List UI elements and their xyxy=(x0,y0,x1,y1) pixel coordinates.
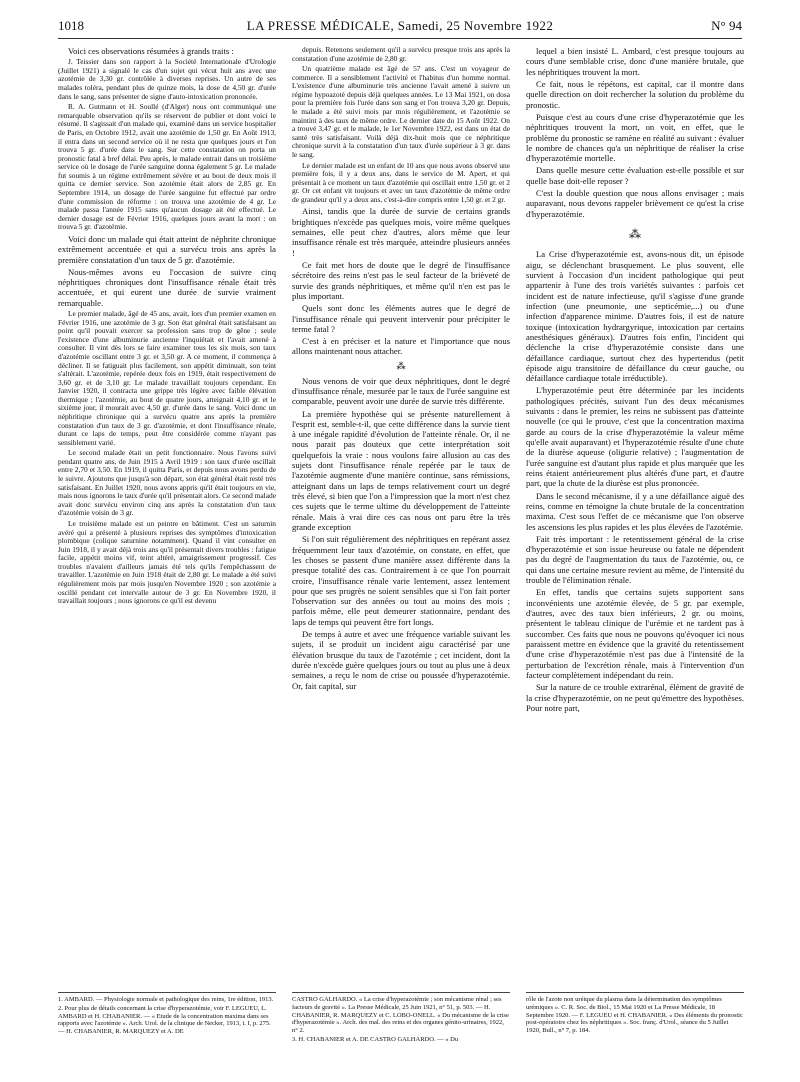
column-3 xyxy=(526,46,744,715)
paragraph: Le troisième malade est un peintre en bâtiment. C'est un saturnin avéré qui a présenté à plusieurs reprises des symptômes d'intoxication plombique (colique saturnine notamment). Quand il vint consulter en Juin 1918, il y avait déjà trois ans qu'il présentait divers troubles : fatigue facile, appétit moins vif, teint altéré, amaigrissement progressif. Ces troubles n'avaient d'ailleurs jamais été tels qu'ils l'empêchassent de travailler. L'azotémie en Juin 1918 était de 2,80 gr. Le malade a été suivi régulièrement mois par mois jusqu'en Novembre 1920 ; son azotémie a oscillé pendant cet intervalle autour de 3 gr. En Novembre 1920, il travaillait toujours ; nous ignorons ce qu'il est devenu xyxy=(58,518,276,606)
paragraph: Dans quelle mesure cette évaluation est-elle possible et sur quelle base doit-elle reposer ? xyxy=(526,165,744,186)
footnotes-column-3 xyxy=(526,992,744,1036)
paragraph: C'est la double question que nous allons envisager ; mais auparavant, nous devons rappeler brièvement ce qu'est la crise d'hyperazotémie. xyxy=(526,188,744,219)
paragraph: Dans le second mécanisme, il y a une défaillance aiguë des reins, comme en témoigne la chute brutale de la concentration maxima. C'est sous l'effet de ce mécanisme que l'on observe les ascensions les plus rapides et les plus élevées de l'azotémie. xyxy=(526,490,744,532)
paragraph: La première hypothèse qui se présente naturellement à l'esprit est, semble-t-il, que cette différence dans la survie tient à une inégale rapidité d'évolution de l'atteinte rénale. Or, il ne nous parait pas douteux que cette interprétation soit quelquefois la vraie : nous voulons faire allusion au cas des sujets dont l'insuffisance rénale repérée par le taux de l'azotémie augmente d'une manière continue, sans rémissions, atteignant dans un laps de temps relativement court un degré très élevé, si bien que l'on a l'impression que la mort n'est chez ces sujets que le terme ultime du développement de l'atteinte rénale. Mais à vrai dire ces cas nous ont paru être la très grande exception xyxy=(292,408,510,532)
paragraph: De temps à autre et avec une fréquence variable suivant les sujets, il se produit un incident aigu caractérisé par une élévation brusque du taux de l'azotémie ; cet incident, dont la durée n'excède guère quelques jours ou tout au plus une à deux semaines, a reçu le nom de crise ou poussée d'hyperazotémie. Or, fait capital, sur xyxy=(292,629,510,691)
paragraph: Le dernier malade est un enfant de 10 ans que nous avons observé une première fois, il y a deux ans, dans le service de M. Apert, et qui présentait à ce moment un taux d'azotémie qui oscillait entre 1,50 gr. et 2 gr. Or cet enfant vit toujours et avec un taux d'azotémie de même ordre de grandeur qu'il y a deux ans, c'est-à-dire compris entre 1,50 gr. et 2 gr. xyxy=(292,160,510,204)
paragraph: Si l'on suit régulièrement des néphritiques en repérant assez fréquemment leur taux d'azotémie, on constate, en effet, que les choses se passent d'une manière assez différente dans la presque totalité des cas. Contrairement à ce que l'on pourrait croire, l'insuffisance rénale varie lentement, assez lentement pour que ses progrès ne soient sensibles que si l'on fait porter l'observation sur des années ou tout au moins des mois ; parfois même, elle peut demeurer stationnaire, pendant des laps de temps qui peuvent être fort longs. xyxy=(292,534,510,627)
paragraph: J. Teissier dans son rapport à la Société Internationale d'Urologie (Juillet 1921) a signalé le cas d'un sujet qui vécut huit ans avec une azotémie de 3,30 gr. contrôlée à diverses reprises. Un autre de ses malades toléra, pendant plus de quinze mois, la dose de 4,50 gr. d'urée dans le sang, sans présenter de signe d'auto-intoxication prononcée. xyxy=(58,57,276,101)
paragraph: Nous venons de voir que deux néphritiques, dont le degré d'insuffisance rénale, mesurée par le taux de l'urée sanguine est comparable, peuvent avoir une durée de survie très différente. xyxy=(292,375,510,407)
paragraph: C'est à en préciser et la nature et l'importance que nous allons maintenant nous attacher. xyxy=(292,336,510,357)
section-ornament: ⁂ xyxy=(396,360,406,371)
paragraph: Fait très important : le retentissement général de la crise d'hyperazotémie et son issue heureuse ou fatale ne dépendent pas du degré de l'augmentation du taux de l'azotémie, ou, ce qui dans une certaine mesure revient au même, de l'intensité du trouble de l'élimination rénale. xyxy=(526,533,744,586)
paragraph: L'hyperazotémie peut être déterminée par les incidents pathologiques précités, suivant l'un des deux mécanismes suivants : dans le premier, les reins ne subissent pas d'atteinte nouvelle (ce qui le prouve, c'est que la concentration maxima garde au cours de la crise d'hyperazotémie la valeur même qu'elle avait auparavant) et l'hyperazotémie résulte d'une chute de la diurèse aqueuse (oligurie relative) ; l'augmentation de l'urée sanguine est d'autant plus rapide et plus marquée que les reins étaient antérieurement plus altérés d'une part, et d'autre part, que la chute de la diurèse est plus prononcée. xyxy=(526,385,744,489)
paragraph: Ce fait, nous le répétons, est capital, car il montre dans quelle direction on doit rechercher la solution du problème du pronostic. xyxy=(526,78,744,110)
footnote: 1. AMBARD. — Physiologie normale et pathologique des reins, 1re édition, 1913. xyxy=(58,996,274,1003)
paragraph: Ce fait met hors de doute que le degré de l'insuffisance sécrétoire des reins n'est pas le seul facteur de la brièveté de survie des grands néphritiques, et même qu'il n'en est pas le plus important. xyxy=(292,259,510,301)
footnotes-column-2 xyxy=(292,992,510,1045)
paragraph: Ainsi, tandis que la durée de survie de certains grands brightiques n'excède pas quelques mois, voire même quelques semaines, elle peut chez d'autres, alors même que leur insuffisance rénale est très marquée, atteindre plusieurs années ! xyxy=(292,206,510,258)
page-header xyxy=(58,18,742,39)
paragraph: Puisque c'est au cours d'une crise d'hyperazotémie que les néphritiques trouvent la mort, on voit, en effet, que le problème du pronostic se ramène en réalité au suivant : évaluer le nombre de chances qu'a un néphritique de réaliser la crise d'hyperazotémie mortelle. xyxy=(526,111,744,164)
journal-title: LA PRESSE MÉDICALE, Samedi, 25 Novembre 1922 xyxy=(246,18,554,33)
paragraph: Sur la nature de ce trouble extrarénal, élément de gravité de la crise d'hyperazotémie, on ne peut qu'émettre des hypothèses. Pour notre part, xyxy=(526,682,744,713)
footnote: rôle de l'azote non uréique du plasma dans la détermination des symptômes urémiques ». C. R. Soc. de Biol., 15 Mai 1920 et La Presse Médicale, 18 Septembre 1920. — F. LEGUEU et H. CHABANIER. « Des éléments du pronostic post-opératoire chez les néphritiques ». Soc. franç. d'Urol., séance du 5 Juillet 1920, Bull., n° 7, p. 184. xyxy=(526,996,743,1035)
section-ornament: ⁂ xyxy=(629,227,641,241)
column-1 xyxy=(58,46,276,608)
footnote: CASTRO GALHARDO. « La crise d'hyperazotémie ; son mécanisme rénal ; ses facteurs de gravité ». La Presse Médicale, 25 Juin 1921, n° 51, p. 503. — H. CHABANIER, R. MARQUEZY et C. LOBO-ONELL. « Du mécanisme de la crise d'hyperazotémie ». Arch. des mal. des reins et des organes génito-urinaires, 1922, n° 2. xyxy=(292,996,509,1035)
paragraph: lequel a bien insisté L. Ambard, c'est presque toujours au cours d'une semblable crise, donc d'une manière brutale, que les néphritiques trouvent la mort. xyxy=(526,46,744,77)
footnote: 3. H. CHABANIER et A. DE CASTRO GALHARDO. — « Du xyxy=(292,1035,459,1043)
paragraph: depuis. Retenons seulement qu'il a survécu presque trois ans après la constatation d'une azotémie de 2,80 gr. xyxy=(292,45,510,63)
paragraph: Nous-mêmes avons eu l'occasion de suivre cinq néphritiques chroniques dont l'insuffisance rénale était très accentuée, et qui eurent une durée de survie vraiment remarquable. xyxy=(58,266,276,308)
paragraph: Voici donc un malade qui était atteint de néphrite chronique extrêmement accentuée et qui a survécu trois ans après la première constatation d'un taux de 5 gr. d'azotémie. xyxy=(58,233,276,265)
column-2 xyxy=(292,46,510,693)
paragraph: En effet, tandis que certains sujets supportent sans inconvénients une azotémie élevée, de 5 gr. par exemple, d'autres, avec des taux bien inférieurs, 2 gr. ou moins, présentent le tableau clinique de l'urémie et ne tardent pas à succomber. Ces faits que nous ne pouvons qu'évoquer ici nous paraissent mettre en évidence que la gravité du retentissement d'une crise d'hyperazotémie n'est pas due à l'intensité de la perturbation de l'excrétion rénale, mais à l'intervention d'un facteur complètement indépendant du rein. xyxy=(526,587,744,680)
footnotes-column-1 xyxy=(58,992,276,1037)
paragraph: Voici ces observations résumées à grands traits : xyxy=(68,46,234,56)
paragraph: Un quatrième malade est âgé de 57 ans. C'est un voyageur de commerce. Il a sensiblement l'activité et l'habitus d'un homme normal. L'existence d'une albuminurie très ancienne l'avait amené à suivre un régime hypoazoté depuis déjà quelques années. Le 13 Mai 1921, on dosa pour la première fois l'urée dans son sang et l'on trouva 3,20 gr. Depuis, le malade a été suivi mois par mois régulièrement, et l'azotémie se maintint à des taux de même ordre. Le dernier date du 15 Août 1922. On a trouvé 3,47 gr. et le malade, le 1er Novembre 1922, est dans un état de santé très satisfaisant. Voilà déjà dix-huit mois que ce néphritique chronique survit à la constatation d'un taux d'urée supérieur à 3 gr. dans le sang. xyxy=(292,64,510,159)
issue-number: N° 94 xyxy=(711,18,742,33)
footnote: 2. Pour plus de détails concernant la crise d'hyperazotémie, voir F. LEGUEU, L. AMBARD et H. CHABANIER. — « Etude de la concentration maxima dans ses rapports avec l'azotémie ». Arch. Urol. de la clinique de Necker, 1913, t. I, p. 275. — H. CHABANIER, R. MARQUEZY et A. DE xyxy=(58,1004,271,1036)
paragraph: R. A. Gutmann et H. Soullé (d'Alger) nous ont communiqué une remarquable observation qu'ils se réservent de publier et dont voici le résumé. Il s'agissait d'un malade qui, examiné dans un service hospitalier de Paris, en Octobre 1912, avait une azotémie de 1,50 gr. En Août 1913, il entra dans un second service où il ne resta que quelques jours et l'on trouva 5 gr. d'urée dans le sang. Sur cette constatation on porta un pronostic fatal à bref délai. Peu après, le malade entrait dans un troisième service où le dosage de l'urée sanguine donna également 5 gr. Le malade fut soumis à un régime extrêmement sévère et au bout de deux mois il quitta ce dernier service. Son azotémie était alors de 2,85 gr. En Septembre 1914, un dosage de l'urée sanguine fut effectué par ordre d'une commission de réforme : on trouva une azotémie de 4 gr. Le malade passa l'année 1915 sans qu'aucun dosage ait été effectué. Le dernier dosage est de Février 1916, quelques jours avant la mort : on trouva 5 gr. d'azotémie. xyxy=(58,102,276,232)
paragraph: Le premier malade, âgé de 45 ans, avait, lors d'un premier examen en Février 1916, une azotémie de 3 gr. Son état général était satisfaisant au point qu'il pouvait exercer sa profession sans trop de gêne ; seule l'existence d'une albuminurie ancienne l'inquiétait et l'avait amené à consulter. Il vint dès lors se faire examiner tous les six mois, son taux d'azotémie oscillant entre 3 gr. et 3,50 gr. A ce moment, il commença à décliner. Il se fatiguait plus facilement, son appétit diminuait, son teint s'altérait. L'azotémie, repérée deux fois en 1919, était respectivement de 3,60 gr. et de 3,10 gr. Le malade travaillait toujours cependant. En Janvier 1920, il contracta une grippe très légère avec faible élévation thermique ; l'azotémie, au bout de quatre jours, atteignait 4,10 gr. et le sixième jour, il mourait avec 4,50 gr. d'urée dans le sang. Voici donc un néphritique chronique qui a survécu quatre ans après la première constatation d'un taux de 3 gr. d'azotémie, et dont l'insuffisance rénale, durant ce laps de temps, peut être considérée comme n'ayant pas sensiblement varié. xyxy=(58,309,276,447)
paragraph: La Crise d'hyperazotémie est, avons-nous dit, un épisode aigu, se déclenchant brusquement. Le plus souvent, elle survient à l'occasion d'un incident pathologique qui peut appartenir à l'une des trois variétés suivantes : parfois cet incident est de nature infectieuse, qu'il s'agisse d'une grande infection (une pneumonie, une septicémie,...) ou d'une infection d'apparence minime. D'autres fois, il est de nature toxique (intoxication hydrargyrique, intoxication par certains anesthésiques généraux). D'autres fois enfin, l'incident qui déclenche la crise d'hyperazotémie consiste dans une défaillance cardiaque, surtout chez des hypertendus (petit épisode aigu transitoire de défaillance du cœur gauche, ou défaillance cardiaque totale irréductible). xyxy=(526,249,744,384)
page-number: 1018 xyxy=(58,18,84,33)
paragraph: Quels sont donc les éléments autres que le degré de l'insuffisance rénale qui peuvent intervenir pour précipiter le terme fatal ? xyxy=(292,303,510,334)
paragraph: Le second malade était un petit fonctionnaire. Nous l'avons suivi pendant quatre ans, de Juin 1915 à Avril 1919 : son taux d'urée oscillait entre 2,70 et 3,50. En 1919, il quitta Paris, et depuis nous avons perdu de le suivre. Ajoutons que jusqu'à son départ, son état général était resté très satisfaisant. En Juillet 1920, nous avons appris qu'il était toujours en vie, mais nous ignorons le taux d'urée qu'il présentait alors. Ce second malade avait donc survécu environ cinq ans après la constatation d'un taux d'azotémie voisin de 3 gr. xyxy=(58,448,276,518)
